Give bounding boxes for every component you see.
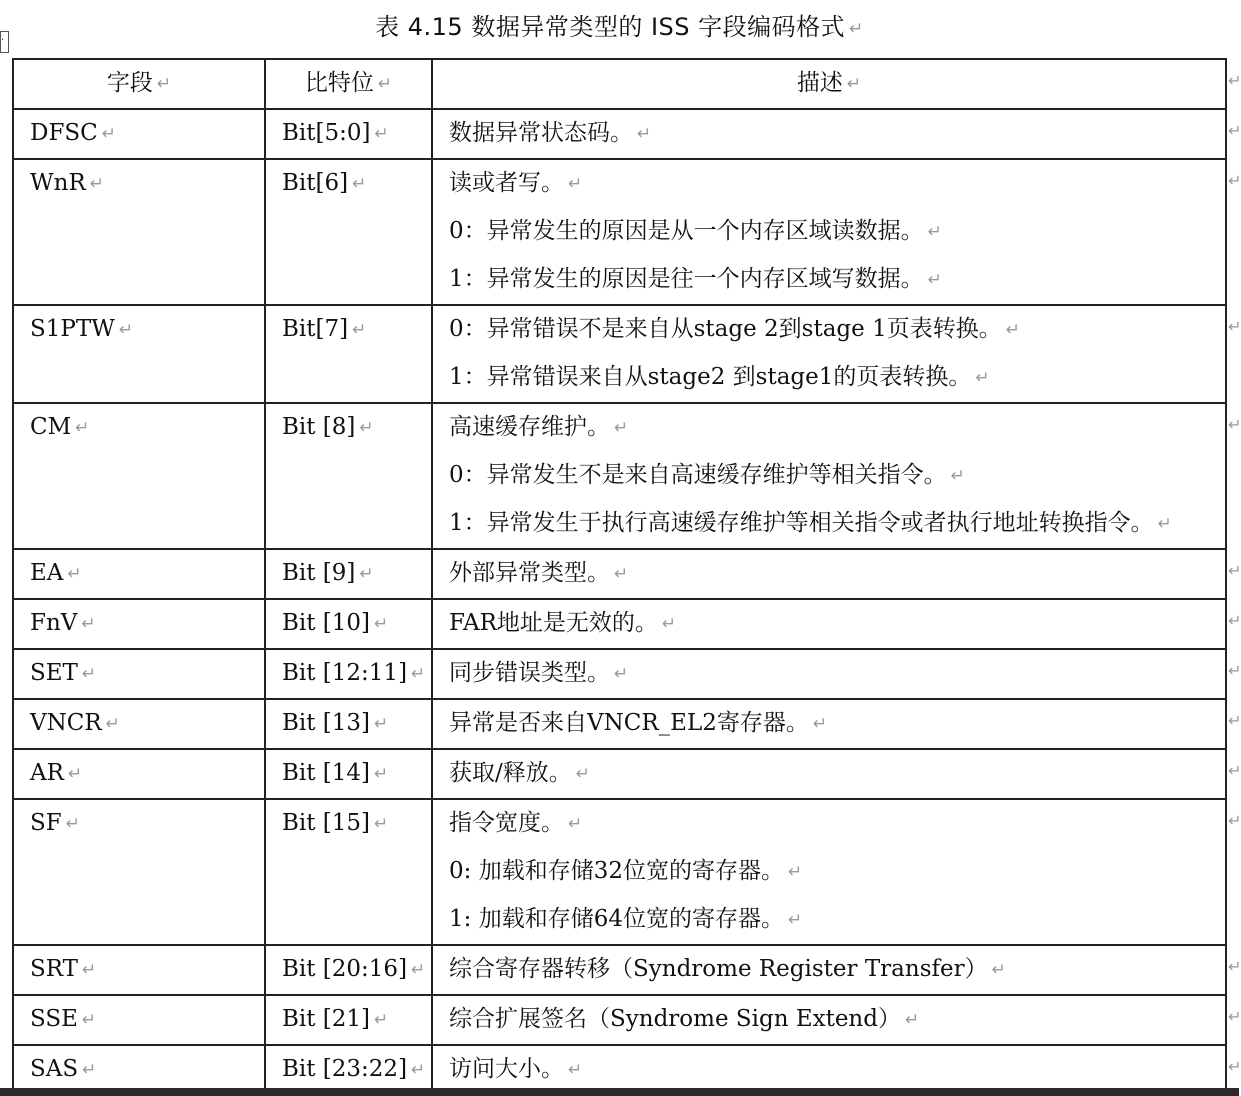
description-cell [432,945,1226,995]
paragraph-mark-icon: ↵ [377,74,393,94]
table-row [13,649,1226,699]
description-line: 1：异常发生于执行高速缓存维护等相关指令或者执行地址转换指令。 ↵ [449,500,1225,548]
paragraph-mark-icon: ↵ [105,714,120,734]
row-end-mark-icon: ↵ [1228,1007,1241,1026]
row-end-mark-icon: ↵ [1228,761,1241,780]
paragraph-mark-icon: ↵ [812,714,828,734]
paragraph-mark-icon: ↵ [975,368,990,388]
paragraph-mark-icon: ↵ [411,1060,426,1080]
bits-cell: Bit [21] ↵ [265,995,432,1045]
table-row [13,305,1226,403]
paragraph-mark-icon: ↵ [568,814,583,834]
description-line: 读或者写。 ↵ [449,160,1225,208]
paragraph-mark-icon: ↵ [81,614,96,634]
table-row [13,699,1226,749]
paragraph-mark-icon: ↵ [637,124,652,144]
table-header-row [13,59,1226,109]
paragraph-mark-icon: ↵ [787,862,803,882]
description-line: 1: 加载和存储64位宽的寄存器。 ↵ [449,896,1225,944]
field-cell: WnR ↵ [13,159,265,305]
paragraph-mark-icon: ↵ [374,614,389,634]
table-row [13,109,1226,159]
paragraph-mark-icon: ↵ [927,270,942,290]
paragraph-mark-icon: ↵ [568,174,583,194]
iss-encoding-table [12,58,1227,1096]
description-line: 异常是否来自VNCR_EL2寄存器。 ↵ [449,700,1225,748]
field-cell: VNCR ↵ [13,699,265,749]
table-row [13,799,1226,945]
description-cell [432,749,1226,799]
paragraph-mark-icon: ↵ [82,1060,97,1080]
paragraph-mark-icon: ↵ [950,466,965,486]
table-row [13,159,1226,305]
paragraph-mark-icon: ↵ [352,320,367,340]
bits-cell: Bit[7] ↵ [265,305,432,403]
row-end-mark-icon: ↵ [1228,71,1241,90]
field-cell: FnV ↵ [13,599,265,649]
paragraph-mark-icon: ↵ [67,764,83,784]
description-cell [432,403,1226,549]
description-line: 获取/释放。 ↵ [449,750,1225,798]
description-cell [432,109,1226,159]
table-row [13,945,1226,995]
table-row [13,403,1226,549]
paragraph-mark-icon: ↵ [67,564,82,584]
field-cell: SRT ↵ [13,945,265,995]
row-end-mark-icon: ↵ [1228,661,1241,680]
bottom-edge [0,1088,1239,1096]
field-cell: DFSC ↵ [13,109,265,159]
paragraph-mark-icon: ↵ [849,19,864,39]
paragraph-mark-icon: ↵ [359,564,374,584]
field-cell: SSE ↵ [13,995,265,1045]
description-line: 数据异常状态码。 ↵ [449,110,1225,158]
row-end-mark-icon: ↵ [1228,317,1241,336]
paragraph-mark-icon: ↵ [614,418,629,438]
paragraph-mark-icon: ↵ [927,222,942,242]
description-cell [432,699,1226,749]
description-line: 外部异常类型。 ↵ [449,550,1225,598]
row-end-mark-icon: ↵ [1228,561,1241,580]
paragraph-mark-icon: ↵ [374,124,389,144]
table-row [13,599,1226,649]
field-cell: SF ↵ [13,799,265,945]
paragraph-mark-icon: ↵ [614,664,629,684]
paragraph-mark-icon: ↵ [82,960,97,980]
description-line: 同步错误类型。 ↵ [449,650,1225,698]
row-end-mark-icon: ↵ [1228,171,1241,190]
paragraph-mark-icon: ↵ [411,960,426,980]
paragraph-mark-icon: ↵ [89,174,105,194]
row-end-mark-icon: ↵ [1228,957,1241,976]
field-cell: AR ↵ [13,749,265,799]
table-caption [0,8,1239,46]
table-row [13,995,1226,1045]
description-line: 0：异常错误不是来自从stage 2到stage 1页表转换。 ↵ [449,306,1225,354]
description-line: 综合扩展签名（Syndrome Sign Extend） ↵ [449,996,1225,1044]
row-end-mark-icon: ↵ [1228,811,1241,830]
bits-cell: Bit [13] ↵ [265,699,432,749]
paragraph-mark-icon: ↵ [65,814,80,834]
description-cell [432,159,1226,305]
header-field: 字段 ↵ [13,59,265,109]
paragraph-mark-icon: ↵ [661,614,677,634]
description-cell [432,549,1226,599]
bits-cell: Bit [8] ↵ [265,403,432,549]
paragraph-anchor-icon[interactable]: · [0,31,9,53]
bits-cell: Bit [14] ↵ [265,749,432,799]
row-end-mark-icon: ↵ [1228,1057,1241,1076]
row-end-mark-icon: ↵ [1228,711,1241,730]
header-desc: 描述 ↵ [432,59,1226,109]
bits-cell: Bit [15] ↵ [265,799,432,945]
paragraph-mark-icon: ↵ [787,910,803,930]
bits-cell: Bit [23:22] ↵ [265,1045,432,1095]
description-line: 0: 加载和存储32位宽的寄存器。 ↵ [449,848,1225,896]
description-cell [432,799,1226,945]
row-end-mark-icon: ↵ [1228,611,1241,630]
description-cell [432,305,1226,403]
paragraph-mark-icon: ↵ [614,564,629,584]
field-cell: SAS ↵ [13,1045,265,1095]
bits-cell: Bit [12:11] ↵ [265,649,432,699]
paragraph-mark-icon: ↵ [575,764,590,784]
paragraph-mark-icon: ↵ [118,320,134,340]
paragraph-mark-icon: ↵ [1005,320,1020,340]
bits-cell: Bit[5:0] ↵ [265,109,432,159]
paragraph-mark-icon: ↵ [846,74,862,94]
paragraph-mark-icon: ↵ [81,1010,97,1030]
paragraph-mark-icon: ↵ [991,960,1006,980]
paragraph-mark-icon: ↵ [374,764,389,784]
paragraph-mark-icon: ↵ [156,74,172,94]
paragraph-mark-icon: ↵ [374,714,389,734]
description-line: 0：异常发生不是来自高速缓存维护等相关指令。 ↵ [449,452,1225,500]
paragraph-mark-icon: ↵ [568,1060,583,1080]
paragraph-mark-icon: ↵ [81,664,97,684]
paragraph-mark-icon: ↵ [359,418,374,438]
bits-cell: Bit[6] ↵ [265,159,432,305]
bits-cell: Bit [20:16] ↵ [265,945,432,995]
table-row [13,749,1226,799]
description-line: 1：异常错误来自从stage2 到stage1的页表转换。 ↵ [449,354,1225,402]
description-line: 高速缓存维护。 ↵ [449,404,1225,452]
header-bits: 比特位 ↵ [265,59,432,109]
paragraph-mark-icon: ↵ [75,418,90,438]
row-end-mark-icon: ↵ [1228,121,1241,140]
description-cell [432,599,1226,649]
paragraph-mark-icon: ↵ [411,664,426,684]
description-line: 1：异常发生的原因是往一个内存区域写数据。 ↵ [449,256,1225,304]
description-line: 访问大小。 ↵ [449,1046,1225,1094]
description-line: FAR地址是无效的。 ↵ [449,600,1225,648]
description-line: 综合寄存器转移（Syndrome Register Transfer） ↵ [449,946,1225,994]
paragraph-mark-icon: ↵ [374,814,389,834]
row-end-mark-icon: ↵ [1228,415,1241,434]
bits-cell: Bit [10] ↵ [265,599,432,649]
description-cell [432,649,1226,699]
description-line: 指令宽度。 ↵ [449,800,1225,848]
paragraph-mark-icon: ↵ [352,174,367,194]
field-cell: S1PTW ↵ [13,305,265,403]
description-line: 0：异常发生的原因是从一个内存区域读数据。 ↵ [449,208,1225,256]
paragraph-mark-icon: ↵ [101,124,117,144]
bits-cell: Bit [9] ↵ [265,549,432,599]
description-cell [432,995,1226,1045]
table-row [13,549,1226,599]
field-cell: EA ↵ [13,549,265,599]
table-caption-text: 表 4.15 数据异常类型的 ISS 字段编码格式 [375,13,846,41]
paragraph-mark-icon: ↵ [904,1010,920,1030]
paragraph-mark-icon: ↵ [374,1010,389,1030]
field-cell: CM ↵ [13,403,265,549]
paragraph-mark-icon: ↵ [1157,514,1172,534]
field-cell: SET ↵ [13,649,265,699]
